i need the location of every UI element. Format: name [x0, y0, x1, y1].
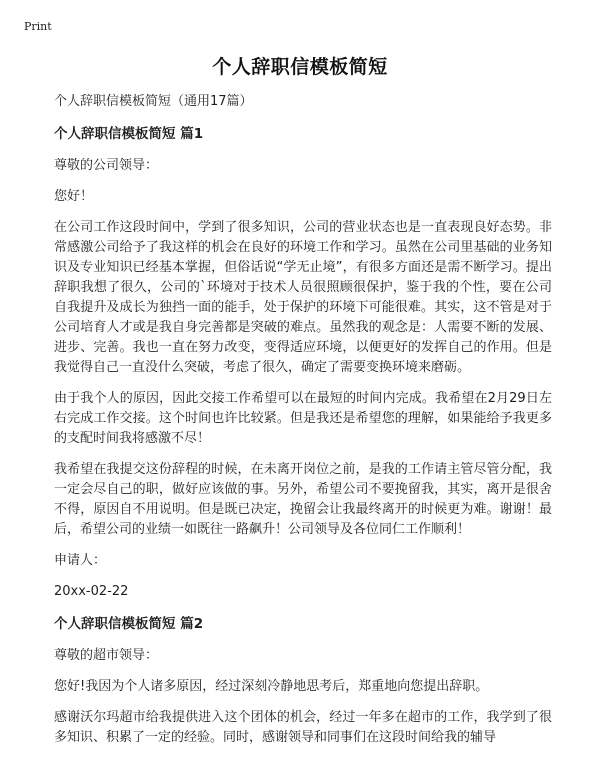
- article-1-salutation: 尊敬的公司领导：: [54, 158, 159, 173]
- article-1-signoff: 申请人：: [54, 553, 107, 568]
- article-2-paragraph: 您好!我因为个人诸多原因，经过深刻冷静地思考后，郑重地向您提出辞职。: [54, 679, 489, 694]
- print-label[interactable]: Print: [24, 20, 52, 33]
- document-body: [54, 92, 552, 759]
- page-title: 个人辞职信模板简短: [212, 56, 388, 78]
- article-2-paragraph: 感谢沃尔玛超市给我提供进入这个团体的机会，经过一年多在超市的工作，我学到了很多知识、积累了一定的经验。同时，感谢领导和同事们在这段时间给我的辅导: [54, 710, 552, 745]
- article-1-heading: 个人辞职信模板简短 篇1: [54, 126, 204, 142]
- article-1-date: 20xx-02-22: [54, 584, 129, 599]
- document-subtitle: 个人辞职信模板简短（通用17篇）: [54, 94, 253, 109]
- article-2-heading: 个人辞职信模板简短 篇2: [54, 616, 204, 632]
- article-1-paragraph: 我希望在我提交这份辞程的时候，在未离开岗位之前，是我的工作请主管尽管分配，我一定会尽自己的职，做好应该做的事。另外，希望公司不要挽留我，其实，离开是很舍不得，原因自不用说明。但是既已决定，挽留会让我最终离开的时候更为难。谢谢！最后，希望公司的业绩一如既往一路飙升！公司领导及各位同仁工作顺利！: [54, 462, 552, 537]
- article-1-paragraph: 在公司工作这段时间中，学到了很多知识，公司的营业状态也是一直表现良好态势。非常感激公司给予了我这样的机会在良好的环境工作和学习。虽然在公司里基础的业务知识及专业知识已经基本掌握，但俗话说“学无止境”，有很多方面还是需不断学习。提出辞职我想了很久，公司的`环境对于技术人员很照顾很保护，鉴于我的个性，要在公司自我提升及成长为独挡一面的能手，处于保护的环境下可能很难。其实，这不管是对于公司培育人才或是我自身完善都是突破的难点。虽然我的观念是：人需要不断的发展、进步、完善。我也一直在努力改变，变得适应环境，以便更好的发挥自己的作用。但是我觉得自己一直没什么突破，考虑了很久，确定了需要变换环境来磨砺。: [54, 220, 552, 375]
- article-1-paragraph: 由于我个人的原因，因此交接工作希望可以在最短的时间内完成。我希望在2月29日左右完成工作交接。这个时间也许比较紧。但是我还是希望您的理解，如果能给予我更多的支配时间我将感激不尽！: [54, 391, 552, 446]
- article-1-greeting: 您好！: [54, 189, 94, 204]
- article-2-salutation: 尊敬的超市领导：: [54, 648, 159, 663]
